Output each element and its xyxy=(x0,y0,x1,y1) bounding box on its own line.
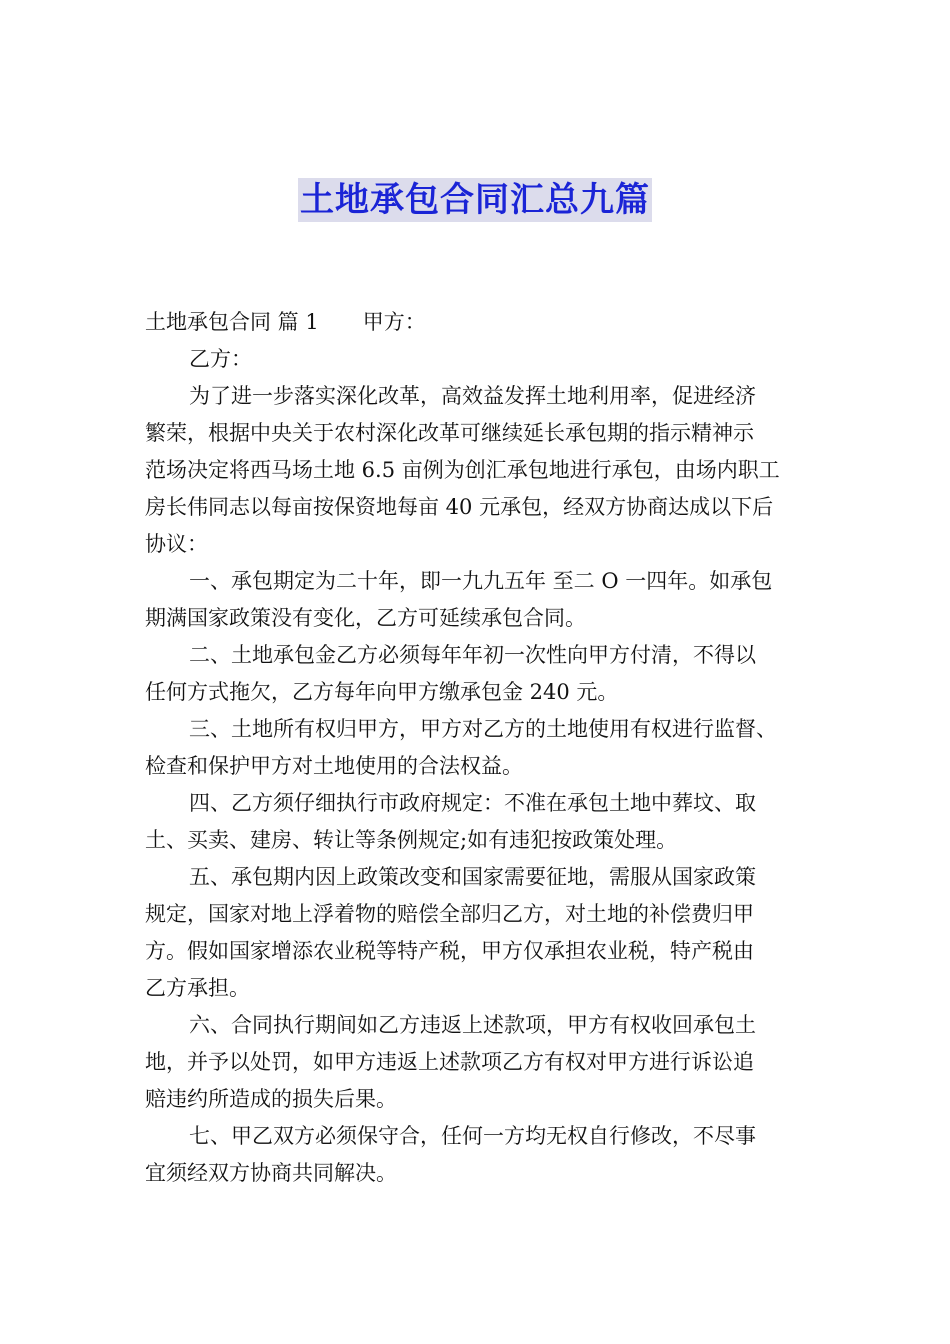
paragraph-line: 为了进一步落实深化改革，高效益发挥土地利用率，促进经济 xyxy=(189,384,756,408)
clause-5-line: 方。假如国家增添农业税等特产税，甲方仅承担农业税，特产税由 xyxy=(145,939,754,963)
clause-7-line: 宜须经双方协商共同解决。 xyxy=(145,1161,397,1185)
paragraph-line: 繁荣，根据中央关于农村深化改革可继续延长承包期的指示精神示 xyxy=(145,421,754,445)
clause-3-line: 检查和保护甲方对土地使用的合法权益。 xyxy=(145,754,523,778)
clause-6-line: 赔违约所造成的损失后果。 xyxy=(145,1087,397,1111)
clause-1-line: 一、承包期定为二十年，即一九九五年 至二 O 一四年。如承包 xyxy=(189,569,773,593)
section-heading-line xyxy=(145,304,810,341)
paragraph-line: 协议： xyxy=(145,532,208,556)
paragraph-line: 房长伟同志以每亩按保资地每亩 40 元承包，经双方协商达成以下后 xyxy=(145,495,774,519)
document-title: 土地承包合同汇总九篇 xyxy=(300,180,650,220)
party-b-line xyxy=(145,341,810,378)
party-a-label: 甲方： xyxy=(362,310,426,334)
clause-6-line: 六、合同执行期间如乙方违返上述款项，甲方有权收回承包土 xyxy=(189,1013,756,1037)
party-b-label: 乙方： xyxy=(189,347,252,371)
title-container xyxy=(0,178,950,222)
clause-5-line: 五、承包期内因上政策改变和国家需要征地，需服从国家政策 xyxy=(189,865,756,889)
clause-3-line: 三、土地所有权归甲方，甲方对乙方的土地使用有权进行监督、 xyxy=(189,717,777,741)
clause-2-line: 任何方式拖欠，乙方每年向甲方缴承包金 240 元。 xyxy=(145,680,619,704)
clause-7-line: 七、甲乙双方必须保守合，任何一方均无权自行修改，不尽事 xyxy=(189,1124,756,1148)
clause-2-line: 二、土地承包金乙方必须每年年初一次性向甲方付清，不得以 xyxy=(189,643,756,667)
clause-4-line: 四、乙方须仔细执行市政府规定：不准在承包土地中葬坟、取 xyxy=(189,791,756,815)
clause-4-line: 土、买卖、建房、转让等条例规定;如有违犯按政策处理。 xyxy=(145,828,678,852)
paragraph-line: 范场决定将西马场土地 6.5 亩例为创汇承包地进行承包，由场内职工 xyxy=(145,458,780,482)
clause-1-line: 期满国家政策没有变化，乙方可延续承包合同。 xyxy=(145,606,586,630)
section-heading: 土地承包合同 篇 1 xyxy=(145,310,319,334)
clause-5-line: 规定，国家对地上浮着物的赔偿全部归乙方，对土地的补偿费归甲 xyxy=(145,902,754,926)
clause-6-line: 地，并予以处罚，如甲方违返上述款项乙方有权对甲方进行诉讼追 xyxy=(145,1050,754,1074)
document-body xyxy=(145,304,810,1192)
clause-5-line: 乙方承担。 xyxy=(145,976,250,1000)
